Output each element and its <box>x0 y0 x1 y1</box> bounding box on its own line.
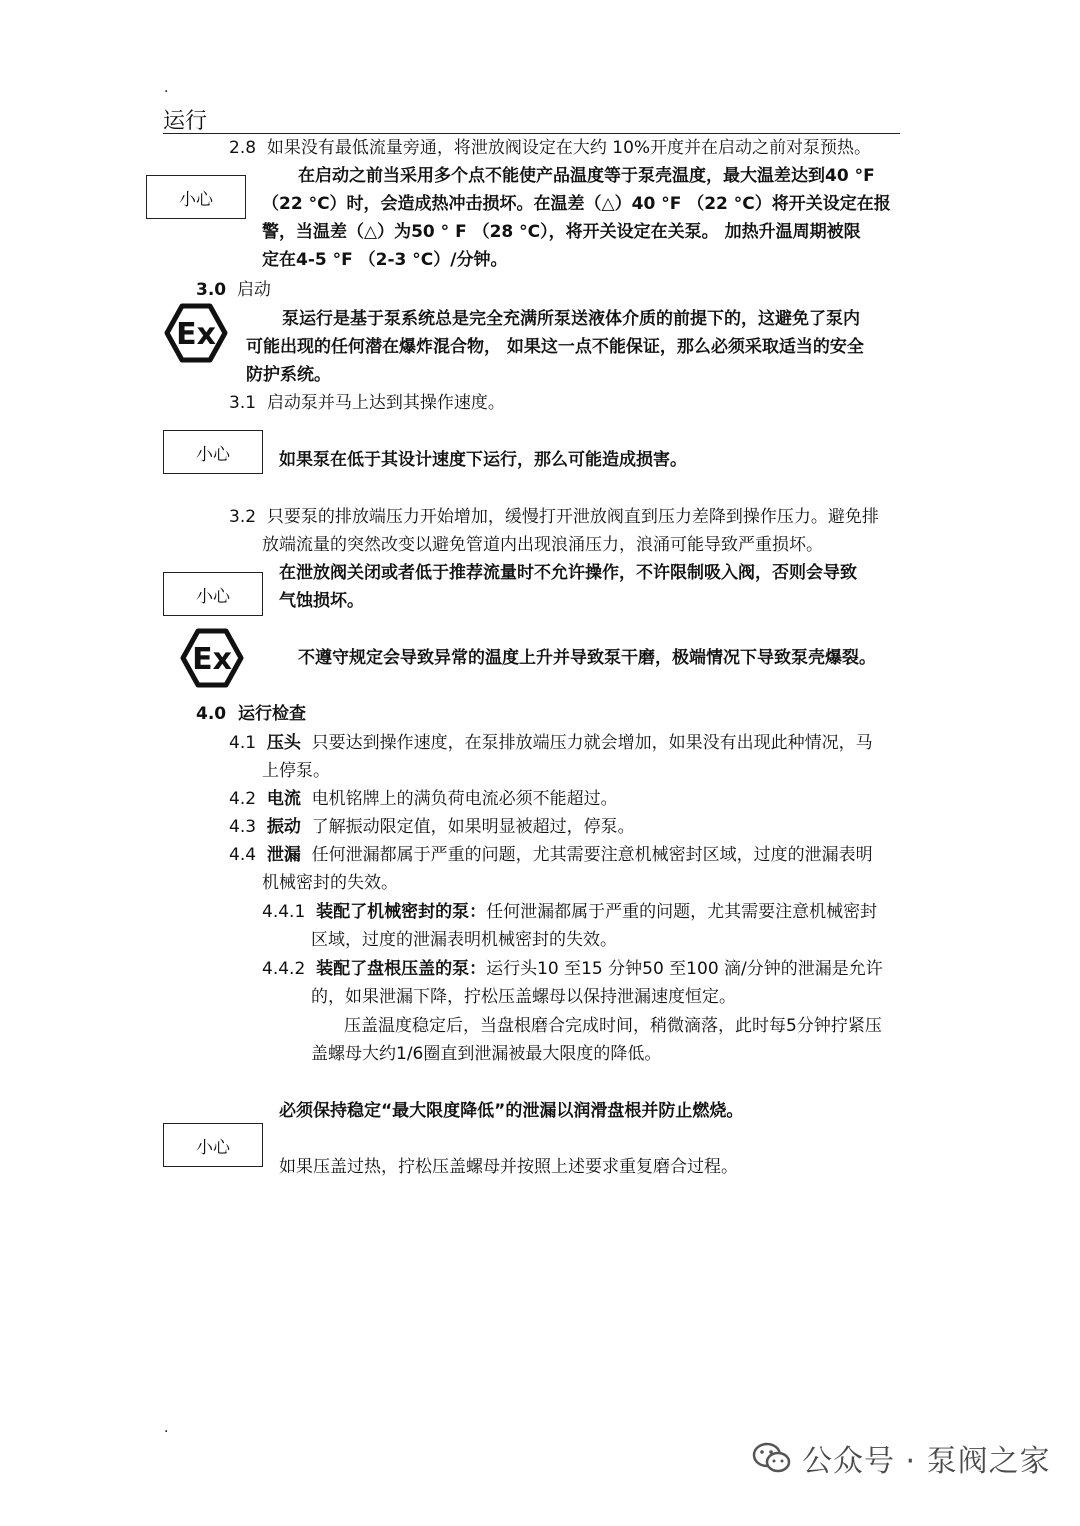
caution-text-line: 如果压盖过热，拧松压盖螺母并按照上述要求重复磨合过程。 <box>279 1157 738 1177</box>
ex-text-line: 泵运行是基于泵系统总是完全充满所泵送液体介质的前提下的，这避免了泵内 <box>282 309 860 329</box>
section-text: 运行头10 至15 分钟50 至100 滴/分钟的泄漏是允许 <box>486 959 883 979</box>
watermark <box>752 1436 1051 1480</box>
section-2-8 <box>229 134 871 162</box>
caution-text-line: 定在4-5 °F （2-3 °C）/分钟。 <box>262 250 508 270</box>
page-dot-bottom: . <box>164 1420 169 1436</box>
section-number: 4.0 <box>196 704 227 724</box>
watermark-text: 公众号 · 泵阀之家 <box>802 1444 1051 1479</box>
section-4-2 <box>229 785 618 813</box>
section-text-cont: 的，如果泄漏下降，拧松压盖螺母以保持泄漏速度恒定。 <box>311 987 736 1007</box>
section-text: 任何泄漏都属于严重的问题，尤其需要注意机械密封 <box>486 902 878 922</box>
section-number: 3.1 <box>229 393 257 413</box>
section-label: 振动 <box>266 817 301 837</box>
section-number: 4.2 <box>229 789 257 809</box>
section-text-cont: 机械密封的失效。 <box>262 873 398 893</box>
section-text-cont: 区域，过度的泄漏表明机械密封的失效。 <box>311 930 617 950</box>
caution-text-line: 在启动之前当采用多个点不能使产品温度等于泵壳温度，最大温差达到40 °F <box>298 166 875 186</box>
svg-text:Ex: Ex <box>176 317 216 352</box>
section-text-cont: 压盖温度稳定后，当盘根磨合完成时间，稍微滴落，此时每5分钟拧紧压 <box>344 1016 882 1036</box>
section-4-1 <box>229 729 873 757</box>
section-title: 启动 <box>236 280 271 300</box>
section-4-0 <box>196 700 306 728</box>
caution-box: 小心 <box>163 430 263 474</box>
section-number: 2.8 <box>229 138 257 158</box>
explosion-protection-icon <box>164 303 228 363</box>
wechat-icon <box>752 1441 792 1475</box>
ex-text-line: 防护系统。 <box>246 365 331 385</box>
section-text: 电机铭牌上的满负荷电流必须不能超过。 <box>311 789 618 809</box>
section-text-cont: 盖螺母大约1/6圈直到泄漏被最大限度的降低。 <box>311 1044 662 1064</box>
caution-text: 如果泵在低于其设计速度下运行，那么可能造成损害。 <box>279 450 687 470</box>
section-text-cont: 上停泵。 <box>262 761 330 781</box>
svg-text:Ex: Ex <box>192 642 232 677</box>
section-4-4 <box>229 841 873 869</box>
explosion-protection-icon <box>180 628 244 688</box>
page-title: 运行 <box>163 109 208 134</box>
ex-text-line: 可能出现的任何潜在爆炸混合物， 如果这一点不能保证，那么必须采取适当的安全 <box>246 337 864 357</box>
section-label: 装配了机械密封的泵： <box>316 902 487 922</box>
section-text: 只要泵的排放端压力开始增加，缓慢打开泄放阀直到压力差降到操作压力。避免排 <box>266 507 879 527</box>
section-4-3 <box>229 813 635 841</box>
section-text: 启动泵并马上达到其操作速度。 <box>266 393 505 413</box>
section-label: 泄漏 <box>266 845 301 865</box>
section-text-cont: 放端流量的突然改变以避免管道内出现浪涌压力，浪涌可能导致严重损坏。 <box>262 535 823 555</box>
section-number: 4.4.2 <box>262 959 306 979</box>
ex-text: 不遵守规定会导致异常的温度上升并导致泵干磨，极端情况下导致泵壳爆裂。 <box>298 648 876 668</box>
section-3-1 <box>229 389 505 417</box>
caution-box: 小心 <box>163 572 263 616</box>
page-dot-top: . <box>164 80 169 96</box>
caution-text-line: 必须保持稳定“最大限度降低”的泄漏以润滑盘根并防止燃烧。 <box>279 1101 744 1121</box>
caution-text-line: 气蚀损坏。 <box>279 591 364 611</box>
section-text: 任何泄漏都属于严重的问题，尤其需要注意机械密封区域，过度的泄漏表明 <box>311 845 873 865</box>
section-number: 4.4 <box>229 845 257 865</box>
section-text: 了解振动限定值，如果明显被超过，停泵。 <box>311 817 635 837</box>
section-number: 4.1 <box>229 733 257 753</box>
section-text: 如果没有最低流量旁通，将泄放阀设定在大约 10%开度并在启动之前对泵预热。 <box>266 138 872 158</box>
caution-text-line: 在泄放阀关闭或者低于推荐流量时不允许操作，不许限制吸入阀，否则会导致 <box>279 563 857 583</box>
section-label: 压头 <box>266 733 301 753</box>
section-3-0 <box>196 276 271 304</box>
section-label: 电流 <box>266 789 301 809</box>
section-4-4-2 <box>262 955 883 983</box>
section-number: 3.2 <box>229 507 257 527</box>
section-label: 装配了盘根压盖的泵： <box>316 959 487 979</box>
section-text: 只要达到操作速度，在泵排放端压力就会增加，如果没有出现此种情况，马 <box>311 733 873 753</box>
section-3-2 <box>229 503 879 531</box>
section-number: 4.4.1 <box>262 902 306 922</box>
section-title: 运行检查 <box>237 704 306 724</box>
caution-box: 小心 <box>146 175 246 219</box>
caution-box: 小心 <box>163 1123 263 1167</box>
caution-text-line: （22 °C）时，会造成热冲击损坏。在温差（△）40 °F （22 °C）将开关设定在报 <box>262 194 891 214</box>
section-4-4-1 <box>262 898 877 926</box>
caution-text-line: 警，当温差（△）为50 ° F （28 °C），将开关设定在关泵。 加热升温周期被限 <box>262 222 861 242</box>
section-number: 4.3 <box>229 817 257 837</box>
section-number: 3.0 <box>196 280 227 300</box>
